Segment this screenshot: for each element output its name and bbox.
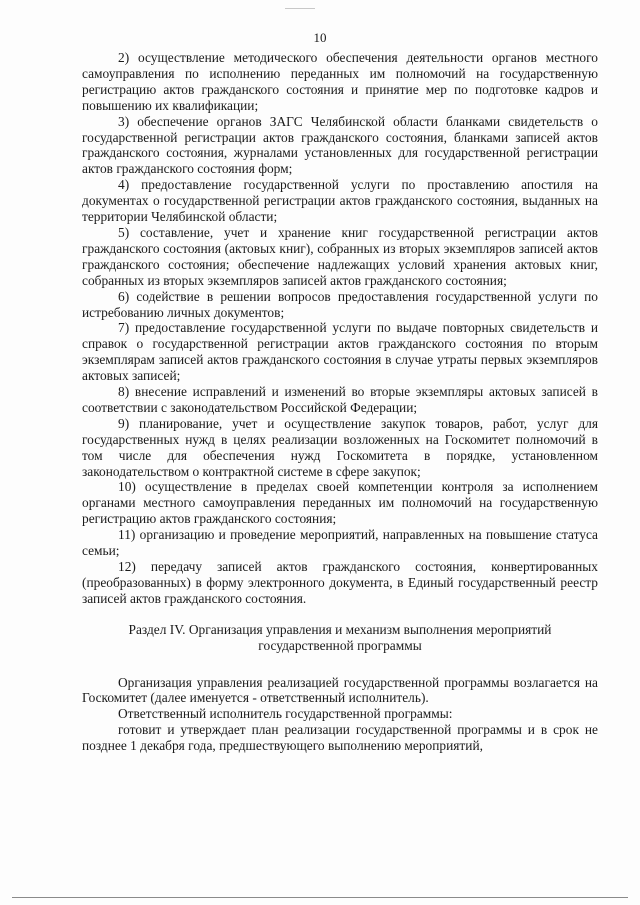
list-item: 3) обеспечение органов ЗАГС Челябинской области бланками свидетельств о государственной регистрации актов гражданского состояния, бланками записей актов гражданского состояния, журналами установленных для государственной регистрации актов гражданского состояния форм;	[82, 113, 598, 177]
spacer	[82, 654, 598, 675]
page-number: 10	[313, 30, 327, 45]
list-item: 12) передачу записей актов гражданского состояния, конвертированных (преобразованных) в форму электронного документа, в Единый государственный реестр записей актов гражданского состояния.	[82, 559, 598, 606]
list-item: 11) организацию и проведение мероприятий, направленных на повышение статуса семьи;	[82, 527, 598, 559]
body-paragraph: готовит и утверждает план реализации государственной программы и в срок не позднее 1 декабря года, предшествующего выполнению мероприятий,	[82, 722, 598, 754]
scan-edge-line	[12, 897, 628, 898]
document-body	[82, 50, 598, 754]
list-item: 10) осуществление в пределах своей компетенции контроля за исполнением органами местного самоуправления переданных им полномочий на государственную регистрацию актов гражданского состояния;	[82, 479, 598, 527]
list-item: 5) составление, учет и хранение книг государственной регистрации актов гражданского состояния (актовых книг), собранных из вторых экземпляров записей актов гражданского состояния; обеспечение надлежащих условий хранения актовых книг, собранных из вторых экземпляров записей актов гражданского состояния;	[82, 224, 598, 288]
list-item: 4) предоставление государственной услуги по проставлению апостиля на документах о государственной регистрации актов гражданского состояния, выданных на территории Челябинской области;	[82, 177, 598, 225]
section-heading-line-2: государственной программы	[258, 637, 422, 653]
section-heading	[82, 622, 598, 654]
scan-mark	[285, 8, 315, 9]
body-paragraph: Ответственный исполнитель государственной программы:	[118, 706, 453, 722]
section-heading-line-1: Раздел IV. Организация управления и механизм выполнения мероприятий	[128, 621, 552, 637]
list-item: 2) осуществление методического обеспечения деятельности органов местного самоуправления по исполнению переданных им полномочий на государственную регистрацию актов гражданского состояния и принятие мер по подготовке кадров и повышению их квалификации;	[82, 50, 598, 113]
list-item: 8) внесение исправлений и изменений во вторые экземпляры актовых записей в соответствии с законодательством Российской Федерации;	[82, 384, 598, 415]
list-item: 9) планирование, учет и осуществление закупок товаров, работ, услуг для государственных нужд в целях реализации возложенных на Госкомитет полномочий в том числе для обеспечения нужд Госкомитета в порядке, установленном законодательством о контрактной системе в сфере закупок;	[82, 415, 598, 479]
body-paragraph: Организация управления реализацией государственной программы возлагается на Госкомитет (далее именуется - ответственный исполнитель).	[82, 674, 598, 706]
list-item: 6) содействие в решении вопросов предоставления государственной услуги по истребованию личных документов;	[82, 288, 598, 320]
list-item: 7) предоставление государственной услуги по выдаче повторных свидетельств и справок о государственной регистрации актов гражданского состояния по вторым экземплярам записей актов гражданского состояния в случае утраты первых экземпляров актовых записей;	[82, 320, 598, 384]
